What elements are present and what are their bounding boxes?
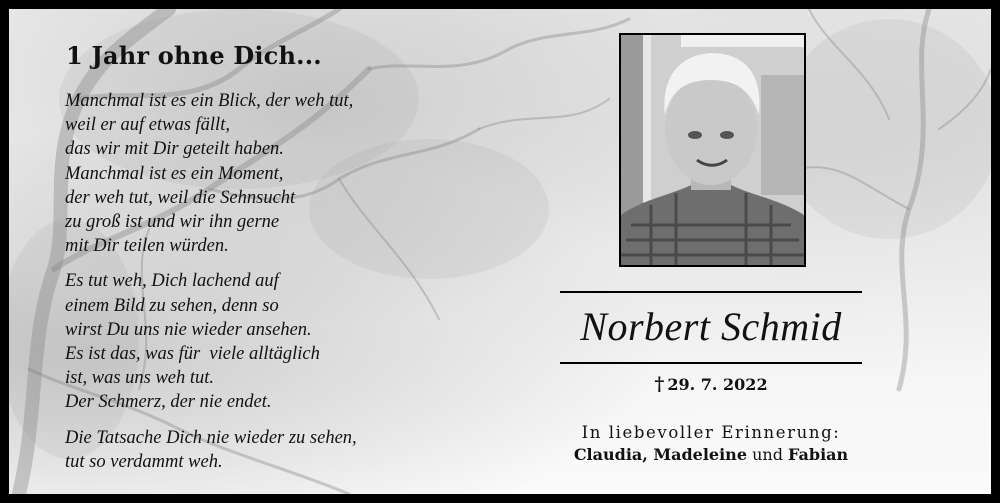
poem-line: weil er auf etwas fällt, (65, 115, 230, 136)
poem-line: ist, was uns weh tut. (65, 368, 215, 389)
poem (65, 89, 357, 485)
family-names-last: Fabian (788, 445, 849, 464)
poem-line: einem Bild zu sehen, denn so (65, 295, 279, 316)
divider-bottom (560, 362, 862, 364)
poem-line: mit Dir teilen würden. (65, 236, 229, 257)
portrait-photo (619, 33, 806, 267)
memorial-text: In liebevoller Erinnerung: (581, 423, 841, 442)
family-names-first: Claudia, Madeleine (573, 445, 747, 464)
heading: 1 Jahr ohne Dich... (66, 41, 322, 70)
poem-line: Es ist das, was für viele alltäglich (65, 344, 320, 365)
poem-line: der weh tut, weil die Sehnsucht (65, 187, 296, 208)
poem-line: Manchmal ist es ein Blick, der weh tut, (65, 91, 354, 111)
death-date-line (560, 373, 862, 395)
death-date: 29. 7. 2022 (667, 375, 768, 394)
poem-line: tut so verdammt weh. (65, 451, 223, 472)
poem-stanza-1 (65, 89, 357, 258)
poem-stanza-3 (65, 426, 357, 474)
poem-line: das wir mit Dir geteilt haben. (65, 139, 284, 160)
portrait-illustration (621, 35, 804, 265)
family-names (560, 445, 862, 464)
poem-line: Die Tatsache Dich nie wieder zu sehen, (65, 427, 357, 448)
deceased-name: Norbert Schmid (580, 304, 842, 349)
poem-line: Es tut weh, Dich lachend auf (65, 271, 279, 292)
divider-top (560, 291, 862, 293)
poem-line: Der Schmerz, der nie endet. (65, 392, 272, 413)
poem-line: wirst Du uns nie wieder ansehen. (65, 319, 312, 340)
family-names-join: und (752, 445, 783, 464)
cross-icon: † (654, 373, 665, 395)
poem-stanza-2 (65, 269, 357, 414)
poem-line: zu groß ist und wir ihn gerne (65, 212, 280, 233)
poem-line: Manchmal ist es ein Moment, (65, 163, 284, 184)
